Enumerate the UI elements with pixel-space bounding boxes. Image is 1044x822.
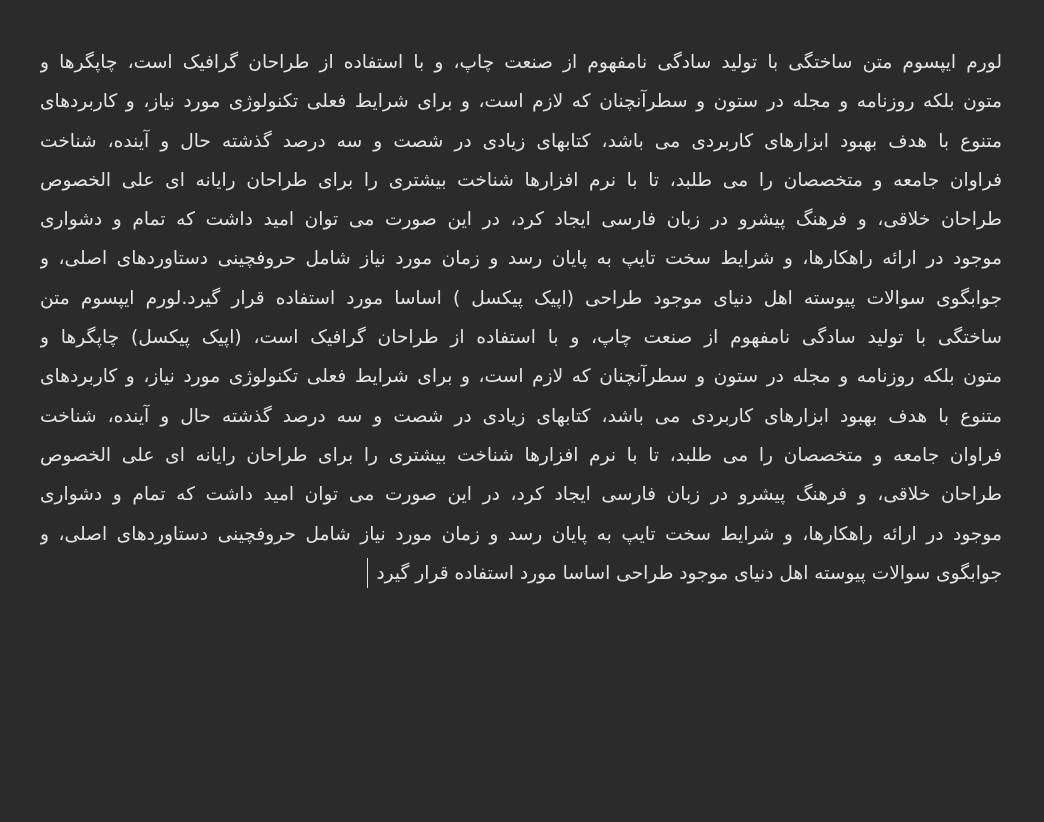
text-line-3: متنوع با هدف بهبود ابزارهای کاربردی می باشد، کتابهای زیادی در شصت و سه درصد گذشته حال و آینده، شناخت (40, 130, 1002, 152)
text-line-13: موجود در ارائه راهکارها، و شرایط سخت تایپ به پایان رسد و زمان مورد نیاز شامل حروفچینی دستاوردهای اصلی، و (40, 523, 1002, 545)
text-line-14 (40, 554, 1002, 593)
text-line-8: ساختگی با تولید سادگی نامفهوم از صنعت چاپ، و با استفاده از طراحان گرافیک است، (اپیک پیکسل) چاپگرها و (40, 327, 1002, 349)
text-line-2: متون بلکه روزنامه و مجله در ستون و سطرآنچنان که لازم است، و برای شرایط فعلی تکنولوژی مورد نیاز، و کاربردهای (40, 91, 1002, 113)
text-line-5: طراحان خلاقی، و فرهنگ پیشرو در زبان فارسی ایجاد کرد، در این صورت می توان امید داشت که تمام و دشواری (40, 209, 1002, 231)
text-line-7: جوابگوی سوالات پیوسته اهل دنیای موجود طراحی (اپیک پیکسل ) اساسا مورد استفاده قرار گیرد.لورم ایپسوم متن (40, 287, 1002, 309)
text-line-10: متنوع با هدف بهبود ابزارهای کاربردی می باشد، کتابهای زیادی در شصت و سه درصد گذشته حال و آینده، شناخت (40, 405, 1002, 427)
text-line-4: فراوان جامعه و متخصصان را می طلبد، تا با نرم افزارها شناخت بیشتری را برای طراحان رایانه ای علی الخصوص (40, 169, 1002, 191)
text-line-12: طراحان خلاقی، و فرهنگ پیشرو در زبان فارسی ایجاد کرد، در این صورت می توان امید داشت که تمام و دشواری (40, 484, 1002, 506)
text-caret (367, 558, 369, 588)
text-line-9: متون بلکه روزنامه و مجله در ستون و سطرآنچنان که لازم است، و برای شرایط فعلی تکنولوژی مورد نیاز، و کاربردهای (40, 366, 1002, 388)
text-line-1: لورم ایپسوم متن ساختگی با تولید سادگی نامفهوم از صنعت چاپ، و با استفاده از طراحان گرافیک است، چاپگرها و (40, 52, 1002, 73)
text-line-6: موجود در ارائه راهکارها، و شرایط سخت تایپ به پایان رسد و زمان مورد نیاز شامل حروفچینی دستاوردهای اصلی، و (40, 248, 1002, 270)
text-line-11: فراوان جامعه و متخصصان را می طلبد، تا با نرم افزارها شناخت بیشتری را برای طراحان رایانه ای علی الخصوص (40, 444, 1002, 466)
text-line-14-content: جوابگوی سوالات پیوسته اهل دنیای موجود طراحی اساسا مورد استفاده قرار گیرد (376, 562, 1002, 584)
